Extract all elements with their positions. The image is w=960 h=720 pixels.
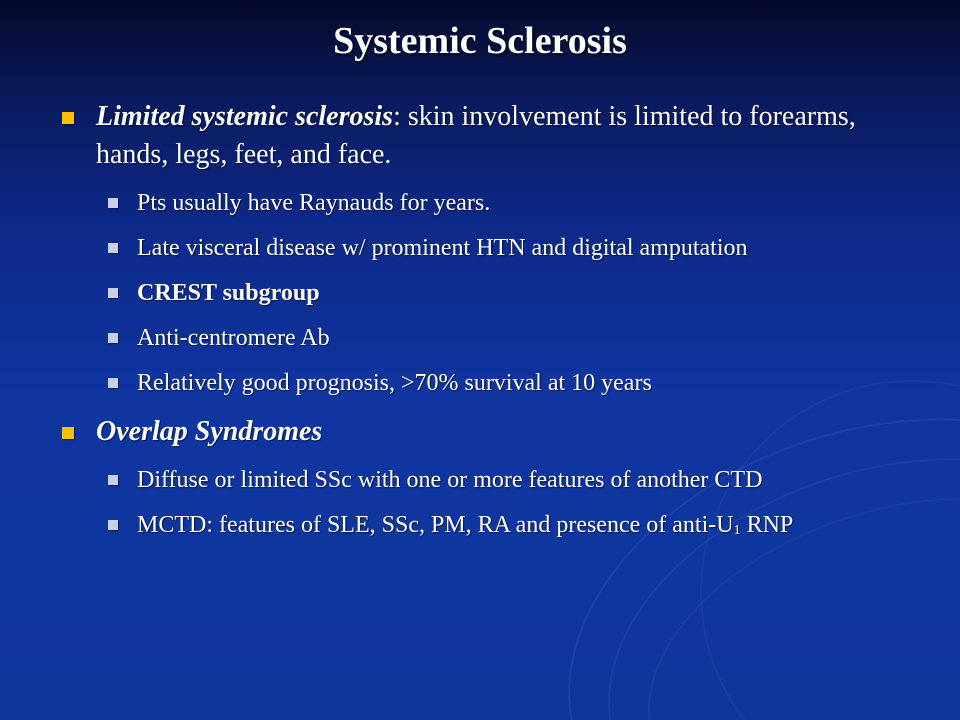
square-bullet-icon [108,333,118,343]
sub-bullet-text: Late visceral disease w/ prominent HTN and digital amputation [137,235,748,261]
sub-bullet-text: Anti-centromere Ab [137,325,330,351]
sub-bullet-late-visceral [60,232,920,264]
bullet-overlap-syndromes [60,413,920,451]
square-bullet-icon [62,427,74,439]
sub-bullet-text: CREST subgroup [137,280,320,306]
bullet-text: : skin involvement is limited to forearms, hands, legs, feet, and face. [96,101,856,170]
sub-bullet-mctd [60,509,920,545]
bullet-limited-systemic-sclerosis [60,98,920,174]
slide-title: Systemic Sclerosis [333,20,627,62]
square-bullet-icon [108,520,118,530]
square-bullet-icon [108,198,118,208]
sub-bullet-raynauds [60,187,920,219]
sub-bullet-text: Pts usually have Raynauds for years. [137,190,491,216]
sub-bullet-text: Relatively good prognosis, >70% survival at 10 years [137,370,652,396]
sub-bullet-anti-centromere [60,322,920,354]
sub-bullet-text: Diffuse or limited SSc with one or more features of another CTD [137,467,763,493]
square-bullet-icon [108,243,118,253]
square-bullet-icon [62,112,74,124]
subscript: 1 [733,523,741,538]
square-bullet-icon [108,378,118,388]
square-bullet-icon [108,475,118,485]
bullet-lead: Overlap Syndromes [96,416,323,447]
sub-bullet-crest [60,277,920,309]
sub-bullet-text: RNP [740,512,794,538]
sub-bullet-prognosis [60,367,920,399]
slide-body [60,98,920,545]
sub-bullet-diffuse-limited [60,464,920,496]
bullet-lead: Limited systemic sclerosis [96,101,394,132]
square-bullet-icon [108,288,118,298]
sub-bullet-text: MCTD: features of SLE, SSc, PM, RA and presence of anti-U [137,512,734,538]
